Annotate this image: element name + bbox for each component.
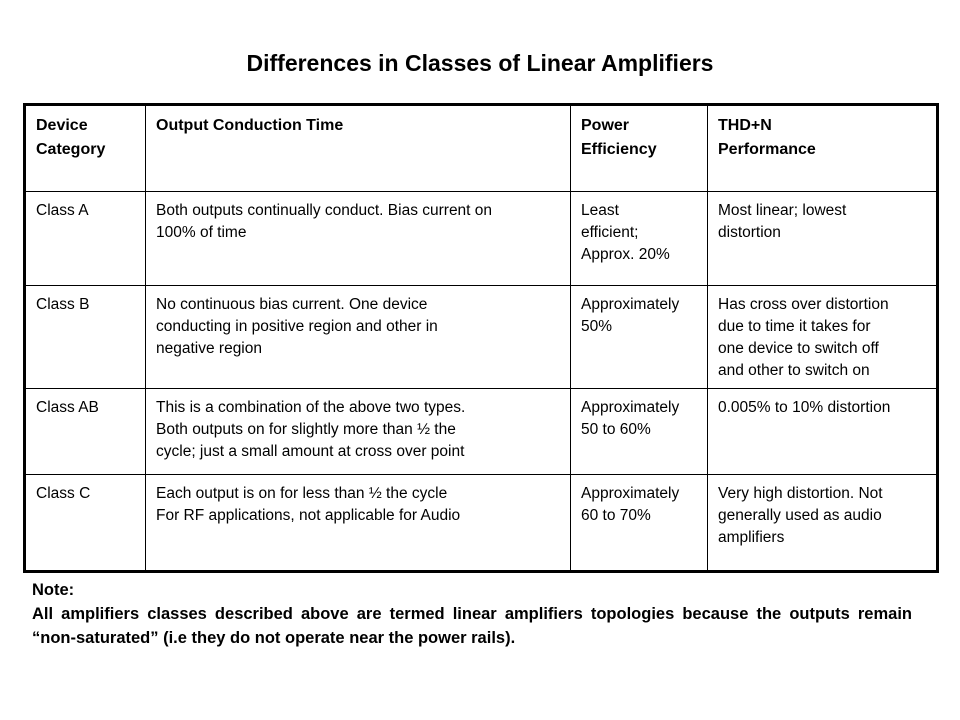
- cell-device-category: Class C: [25, 475, 146, 572]
- cell-thd-n-performance: Has cross over distortion due to time it takes for one device to switch off and other to switch on: [708, 286, 938, 389]
- cell-power-efficiency: Approximately 60 to 70%: [571, 475, 708, 572]
- cell-device-category: Class B: [25, 286, 146, 389]
- table-row-class-ab: [25, 389, 938, 475]
- table-row-class-a: [25, 192, 938, 286]
- cell-power-efficiency: Approximately 50 to 60%: [571, 389, 708, 475]
- cell-output-conduction-time: No continuous bias current. One device conducting in positive region and other in negative region: [146, 286, 571, 389]
- cell-thd-n-performance: 0.005% to 10% distortion: [708, 389, 938, 475]
- table-row-class-c: [25, 475, 938, 572]
- note-heading: Note:: [32, 581, 75, 599]
- cell-device-category: Class A: [25, 192, 146, 286]
- cell-device-category: Class AB: [25, 389, 146, 475]
- cell-thd-n-performance: Very high distortion. Not generally used as audio amplifiers: [708, 475, 938, 572]
- header-device-category: Device Category: [25, 105, 146, 192]
- header-power-efficiency: Power Efficiency: [571, 105, 708, 192]
- note-section: [32, 578, 912, 650]
- cell-thd-n-performance: Most linear; lowest distortion: [708, 192, 938, 286]
- table-header-row: [25, 105, 938, 192]
- cell-output-conduction-time: Both outputs continually conduct. Bias current on 100% of time: [146, 192, 571, 286]
- cell-power-efficiency: Approximately 50%: [571, 286, 708, 389]
- table-row-class-b: [25, 286, 938, 389]
- cell-power-efficiency: Least efficient; Approx. 20%: [571, 192, 708, 286]
- cell-output-conduction-time: This is a combination of the above two types. Both outputs on for slightly more than ½ the cycle; just a small amount at cross over point: [146, 389, 571, 475]
- amplifier-classes-table: [23, 103, 939, 573]
- header-output-conduction-time: Output Conduction Time: [146, 105, 571, 192]
- page-title: Differences in Classes of Linear Amplifiers: [246, 50, 714, 76]
- cell-output-conduction-time: Each output is on for less than ½ the cycle For RF applications, not applicable for Audio: [146, 475, 571, 572]
- note-body: All amplifiers classes described above are termed linear amplifiers topologies because the outputs remain “non-saturated” (i.e they do not operate near the power rails).: [32, 605, 912, 647]
- header-thd-n-performance: THD+N Performance: [708, 105, 938, 192]
